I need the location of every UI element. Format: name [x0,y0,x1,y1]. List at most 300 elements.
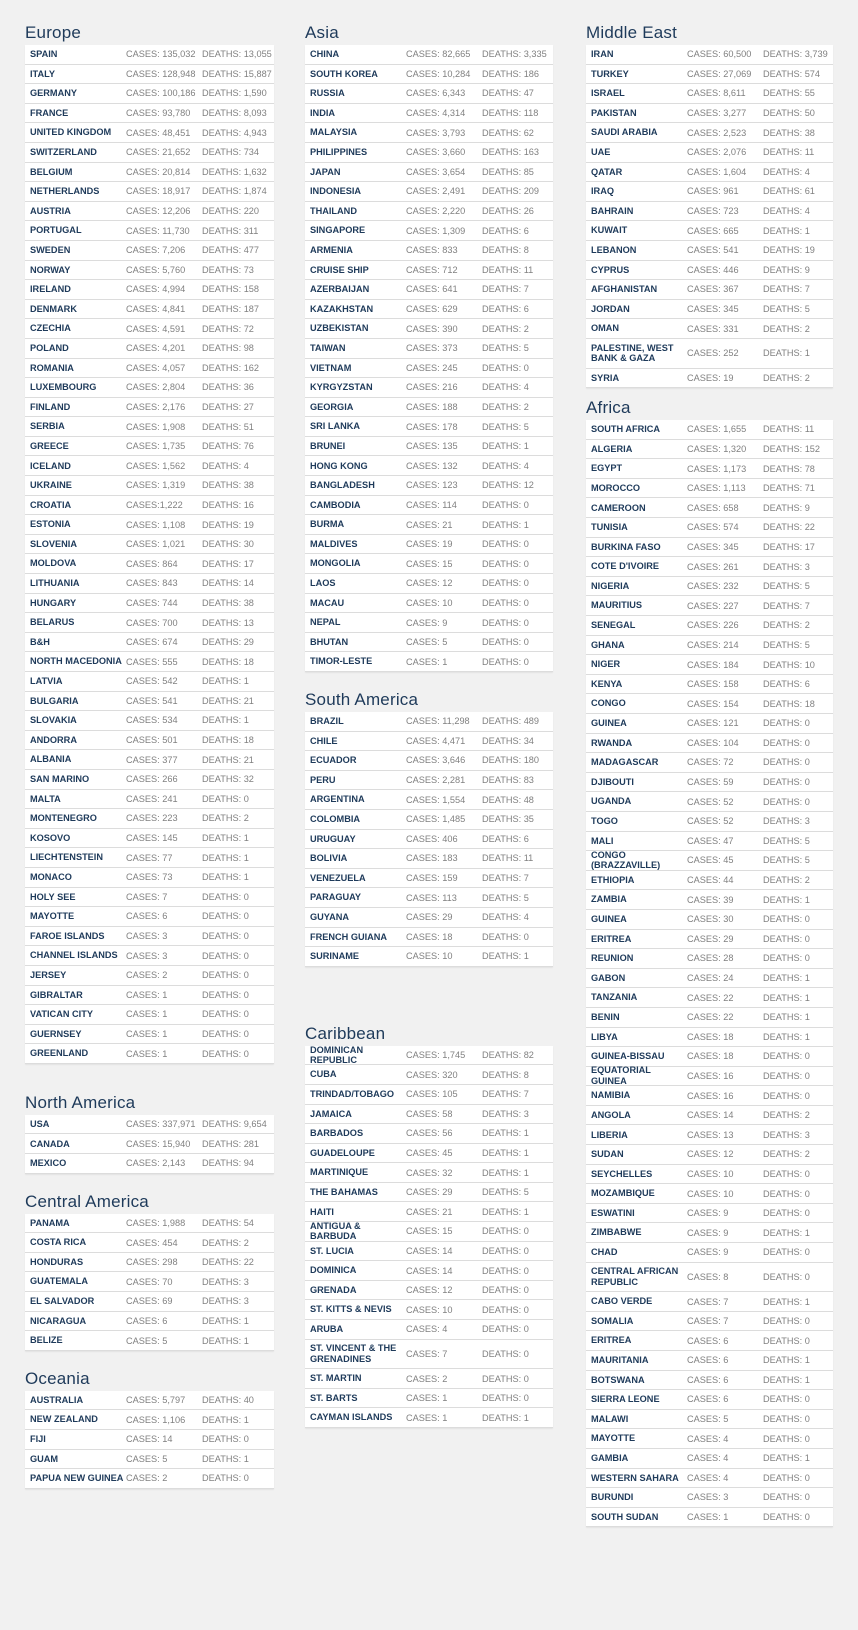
table-row [305,1242,553,1262]
cases-value: CASES: 4 [687,1472,729,1483]
cases-value: CASES: 135 [406,441,458,452]
deaths-value: DEATHS: 1 [763,348,810,359]
table-row [305,1065,553,1085]
deaths-value: DEATHS: 2 [763,372,810,383]
table-row [305,712,553,732]
table-row [305,633,553,653]
country-name: SINGAPORE [310,225,366,236]
country-name: DENMARK [30,303,77,314]
country-name: VIETNAM [310,362,352,373]
table-row [305,143,553,163]
deaths-value: DEATHS: 9 [763,502,810,513]
deaths-value: DEATHS: 0 [763,1208,810,1219]
table-row [586,1047,833,1067]
cases-value: CASES: 1,108 [126,519,186,530]
table-row [25,300,274,320]
cases-value: CASES: 14 [406,1245,453,1256]
deaths-value: DEATHS: 0 [482,1304,529,1315]
table-row [25,1391,274,1411]
table-row [586,498,833,518]
cases-value: CASES: 7,206 [126,245,186,256]
cases-value: CASES: 542 [126,676,178,687]
country-name: USA [30,1118,50,1129]
country-name: IRAQ [591,186,614,197]
table-row [586,832,833,852]
country-name: AZERBAIJAN [310,284,370,295]
table-row [586,1145,833,1165]
country-name: HUNGARY [30,597,77,608]
country-name: SOUTH AFRICA [591,424,661,435]
deaths-value: DEATHS: 9 [763,264,810,275]
deaths-value: DEATHS: 0 [202,1009,249,1020]
deaths-value: DEATHS: 8 [482,1069,529,1080]
deaths-value: DEATHS: 7 [482,1089,529,1100]
deaths-value: DEATHS: 13 [202,617,254,628]
country-name: MONGOLIA [310,558,361,569]
deaths-value: DEATHS: 17 [202,558,254,569]
cases-value: CASES: 10 [687,1188,734,1199]
deaths-value: DEATHS: 489 [482,716,540,727]
cases-value: CASES: 555 [126,656,178,667]
column-1 [25,20,274,1489]
table-row [305,1085,553,1105]
country-name: ETHIOPIA [591,874,635,885]
deaths-value: DEATHS: 4 [202,460,249,471]
deaths-value: DEATHS: 3 [763,561,810,572]
cases-value: CASES: 3 [126,950,168,961]
deaths-value: DEATHS: 1,590 [202,88,267,99]
cases-value: CASES: 72 [687,757,734,768]
deaths-value: DEATHS: 0 [202,931,249,942]
cases-value: CASES: 373 [406,343,458,354]
cases-value: CASES: 121 [687,718,739,729]
country-name: FINLAND [30,401,71,412]
cases-value: CASES: 45 [687,855,734,866]
table-row [305,221,553,241]
country-name: ESWATINI [591,1207,635,1218]
region-title: Asia [305,23,339,42]
cases-value: CASES: 104 [687,737,739,748]
country-name: SOUTH KOREA [310,68,378,79]
table-row [305,1369,553,1389]
cases-value: CASES: 367 [687,284,739,295]
deaths-value: DEATHS: 36 [202,382,254,393]
table-row [586,753,833,773]
cases-value: CASES: 3 [687,1492,729,1503]
deaths-value: DEATHS: 4 [482,912,529,923]
country-name: LITHUANIA [30,578,80,589]
cases-value: CASES: 48,451 [126,127,191,138]
country-name: MAYOTTE [591,1433,636,1444]
table-row [25,986,274,1006]
deaths-value: DEATHS: 2 [202,813,249,824]
table-row [25,848,274,868]
country-name: ISRAEL [591,88,625,99]
country-name: BAHRAIN [591,205,634,216]
deaths-value: DEATHS: 0 [763,737,810,748]
region-title: Caribbean [305,1023,386,1043]
country-name: ARUBA [310,1324,344,1335]
cases-value: CASES: 10 [687,1168,734,1179]
table-row [586,910,833,930]
table-row [586,792,833,812]
deaths-value: DEATHS: 1 [763,1374,810,1385]
country-name: ALGERIA [591,443,633,454]
table-row [305,496,553,516]
deaths-value: DEATHS: 0 [202,1028,249,1039]
cases-value: CASES: 3,277 [687,108,747,119]
country-name: POLAND [30,342,69,353]
table-row [305,339,553,359]
cases-value: CASES: 70 [126,1276,173,1287]
deaths-value: DEATHS: 4 [482,460,529,471]
table-row [586,440,833,460]
deaths-value: DEATHS: 574 [763,68,821,79]
deaths-value: DEATHS: 0 [202,891,249,902]
country-name: ANDORRA [30,734,77,745]
deaths-value: DEATHS: 0 [763,718,810,729]
table-row [25,1272,274,1292]
table-row [25,868,274,888]
country-name: ST. LUCIA [310,1245,354,1256]
country-name: VATICAN CITY [30,1009,93,1020]
deaths-value: DEATHS: 1 [202,676,249,687]
deaths-value: DEATHS: 11 [763,147,815,158]
cases-value: CASES: 29 [406,912,453,923]
country-name: BRAZIL [310,716,344,727]
table-row [25,398,274,418]
cases-value: CASES: 27,069 [687,68,752,79]
deaths-value: DEATHS: 2 [763,323,810,334]
table-row [586,1223,833,1243]
deaths-value: DEATHS: 2 [482,401,529,412]
cases-value: CASES: 154 [687,698,739,709]
country-name: LAOS [310,578,336,589]
country-name: CHINA [310,49,340,60]
table-row [25,1469,274,1489]
table-row [586,773,833,793]
table-row [586,479,833,499]
cases-value: CASES: 52 [687,796,734,807]
deaths-value: DEATHS: 209 [482,186,540,197]
deaths-value: DEATHS: 0 [763,1070,810,1081]
country-name: GIBRALTAR [30,989,83,1000]
deaths-value: DEATHS: 18 [202,656,254,667]
cases-value: CASES: 135,032 [126,49,196,60]
deaths-value: DEATHS: 1 [202,1453,249,1464]
deaths-value: DEATHS: 0 [763,914,810,925]
table-row [25,535,274,555]
cases-value: CASES: 406 [406,833,458,844]
table-row [25,104,274,124]
deaths-value: DEATHS: 21 [202,695,254,706]
deaths-value: DEATHS: 1 [763,1012,810,1023]
deaths-value: DEATHS: 5 [763,835,810,846]
country-name: SLOVENIA [30,538,77,549]
cases-value: CASES: 8,611 [687,88,746,99]
cases-value: CASES: 744 [126,597,178,608]
country-name: RUSSIA [310,88,345,99]
table-row [586,202,833,222]
cases-value: CASES: 1,106 [126,1414,186,1425]
country-name: TRINDAD/TOBAGO [310,1088,395,1099]
country-name: SRI LANKA [310,421,361,432]
cases-value: CASES: 1 [126,989,168,1000]
deaths-value: DEATHS: 2 [763,1110,810,1121]
cases-value: CASES: 10 [406,1304,453,1315]
table-row [25,65,274,85]
cases-value: CASES: 390 [406,323,458,334]
country-name: MOLDOVA [30,558,77,569]
country-name: BOLIVIA [310,853,348,864]
deaths-value: DEATHS: 51 [202,421,254,432]
country-name: KOSOVO [30,832,71,843]
region-section [305,689,553,967]
cases-value: CASES: 658 [687,502,739,513]
deaths-value: DEATHS: 5 [763,304,810,315]
country-name: SERBIA [30,421,65,432]
region-section [25,22,274,1064]
deaths-value: DEATHS: 85 [482,166,534,177]
region-section [586,22,833,388]
cases-value: CASES: 20,814 [126,166,191,177]
deaths-value: DEATHS: 0 [202,793,249,804]
deaths-value: DEATHS: 0 [202,970,249,981]
cases-value: CASES: 15,940 [126,1138,191,1149]
country-name: ALBANIA [30,754,72,765]
deaths-value: DEATHS: 1 [763,1453,810,1464]
country-name: HAITI [310,1206,334,1217]
table-row [305,456,553,476]
deaths-value: DEATHS: 0 [763,777,810,788]
table-row [586,1263,833,1293]
country-name: PERU [310,774,336,785]
deaths-value: DEATHS: 10 [763,659,815,670]
table-row [25,750,274,770]
cases-value: CASES: 5,760 [126,264,186,275]
country-name: ARMENIA [310,244,353,255]
column-2 [305,20,553,1428]
cases-value: CASES: 69 [126,1296,173,1307]
country-name: FAROE ISLANDS [30,930,105,941]
table-row [25,711,274,731]
table-row [586,319,833,339]
cases-value: CASES: 1 [406,1393,448,1404]
cases-value: CASES: 6,343 [406,88,466,99]
deaths-value: DEATHS: 6 [482,833,529,844]
deaths-value: DEATHS: 50 [763,108,815,119]
deaths-value: DEATHS: 26 [482,206,534,217]
cases-value: CASES: 4,201 [126,343,186,354]
country-name: SAUDI ARABIA [591,127,658,138]
cases-value: CASES: 123 [406,480,458,491]
table-row [586,812,833,832]
table-row [25,496,274,516]
cases-value: CASES: 93,780 [126,108,191,119]
deaths-value: DEATHS: 1 [763,1296,810,1307]
table-row [305,1340,553,1370]
country-name: CZECHIA [30,323,71,334]
cases-value: CASES: 52 [687,816,734,827]
cases-value: CASES: 5,797 [126,1395,186,1406]
cases-value: CASES: 377 [126,754,178,765]
country-name: KENYA [591,678,623,689]
cases-value: CASES: 574 [687,522,739,533]
cases-value: CASES: 114 [406,499,457,510]
cases-value: CASES: 2,491 [406,186,466,197]
table-row [305,1222,553,1242]
deaths-value: DEATHS: 5 [482,343,529,354]
deaths-value: DEATHS: 13,055 [202,49,272,60]
country-name: MADAGASCAR [591,757,659,768]
country-name: MALDIVES [310,538,358,549]
cases-value: CASES: 7 [406,1348,448,1359]
cases-value: CASES: 961 [687,186,739,197]
country-table [305,712,553,967]
table-row [25,1044,274,1064]
country-name: ARGENTINA [310,794,365,805]
deaths-value: DEATHS: 3 [202,1276,249,1287]
table-row [305,300,553,320]
table-row [305,1300,553,1320]
country-name: MARTINIQUE [310,1167,369,1178]
cases-value: CASES: 723 [687,206,739,217]
cases-value: CASES: 2 [126,1473,168,1484]
country-name: MOROCCO [591,482,640,493]
deaths-value: DEATHS: 6 [763,679,810,690]
country-name: CHAD [591,1247,618,1258]
table-row [305,476,553,496]
table-row [25,84,274,104]
deaths-value: DEATHS: 187 [202,304,260,315]
deaths-value: DEATHS: 7 [763,284,810,295]
deaths-value: DEATHS: 0 [482,656,529,667]
table-row [305,378,553,398]
country-name: UKRAINE [30,480,72,491]
table-row [25,1253,274,1273]
table-row [25,143,274,163]
country-name: NIGERIA [591,580,630,591]
cases-value: CASES: 29 [406,1187,453,1198]
deaths-value: DEATHS: 734 [202,147,260,158]
country-name: SYRIA [591,372,620,383]
country-name: GUYANA [310,911,349,922]
cases-value: CASES: 6 [126,1315,168,1326]
deaths-value: DEATHS: 163 [482,147,540,158]
table-row [586,1204,833,1224]
cases-value: CASES: 3,646 [406,755,466,766]
deaths-value: DEATHS: 1 [482,1128,529,1139]
country-table [25,1214,274,1351]
cases-value: CASES: 15 [406,1226,453,1237]
deaths-value: DEATHS: 0 [763,1247,810,1258]
cases-value: CASES: 1,113 [687,483,746,494]
deaths-value: DEATHS: 94 [202,1158,254,1169]
cases-value: CASES: 19 [687,372,734,383]
country-name: GUATEMALA [30,1276,89,1287]
table-row [305,104,553,124]
cases-value: CASES: 159 [406,873,458,884]
table-row [586,1331,833,1351]
cases-value: CASES: 3,793 [406,127,466,138]
deaths-value: DEATHS: 2 [202,1237,249,1248]
table-row [586,969,833,989]
cases-value: CASES: 145 [126,833,178,844]
deaths-value: DEATHS: 5 [482,892,529,903]
cases-value: CASES: 18 [687,1031,734,1042]
cases-value: CASES: 454 [126,1237,178,1248]
table-row [305,417,553,437]
country-name: GRENADA [310,1284,357,1295]
country-name: EQUATORIAL GUINEA [591,1065,651,1086]
deaths-value: DEATHS: 38 [763,127,815,138]
country-name: MAURITANIA [591,1355,649,1366]
cases-value: CASES: 261 [687,561,739,572]
deaths-value: DEATHS: 0 [763,1168,810,1179]
country-name: GREECE [30,440,69,451]
deaths-value: DEATHS: 1 [763,1355,810,1366]
deaths-value: DEATHS: 32 [202,774,254,785]
country-name: NEW ZEALAND [30,1414,98,1425]
table-row [25,417,274,437]
country-name: AUSTRIA [30,205,71,216]
cases-value: CASES: 843 [126,578,178,589]
country-name: VENEZUELA [310,872,366,883]
table-row [305,84,553,104]
cases-value: CASES: 1 [126,1028,168,1039]
deaths-value: DEATHS: 162 [202,362,260,373]
deaths-value: DEATHS: 12 [482,480,534,491]
table-row [586,1125,833,1145]
table-row [305,554,553,574]
deaths-value: DEATHS: 71 [763,483,815,494]
country-name: BANGLADESH [310,480,375,491]
table-row [25,554,274,574]
deaths-value: DEATHS: 62 [482,127,534,138]
cases-value: CASES: 245 [406,362,458,373]
cases-value: CASES: 534 [126,715,178,726]
cases-value: CASES: 2 [406,1373,448,1384]
deaths-value: DEATHS: 22 [763,522,815,533]
table-row [586,988,833,1008]
cases-value: CASES: 58 [406,1108,453,1119]
region-title: Middle East [586,23,678,42]
deaths-value: DEATHS: 180 [482,755,540,766]
country-name: SENEGAL [591,620,636,631]
table-row [586,1390,833,1410]
table-row [25,731,274,751]
cases-value: CASES: 5 [687,1414,729,1425]
cases-value: CASES: 18,917 [126,186,191,197]
cases-value: CASES: 2,281 [406,775,466,786]
country-name: TURKEY [591,68,629,79]
deaths-value: DEATHS: 5 [482,421,529,432]
cases-value: CASES: 4 [406,1324,448,1335]
cases-value: CASES: 113 [406,892,457,903]
deaths-value: DEATHS: 82 [482,1050,534,1061]
cases-value: CASES: 18 [687,1051,734,1062]
table-row [305,182,553,202]
deaths-value: DEATHS: 22 [202,1257,254,1268]
country-name: CONGO (BRAZZAVILLE) [591,849,661,871]
country-name: PORTUGAL [30,225,82,236]
cases-value: CASES: 2,220 [406,206,466,217]
cases-value: CASES: 3,654 [406,166,466,177]
table-row [305,437,553,457]
deaths-value: DEATHS: 3 [763,816,810,827]
country-name: URUGUAY [310,833,356,844]
table-row [305,1105,553,1125]
